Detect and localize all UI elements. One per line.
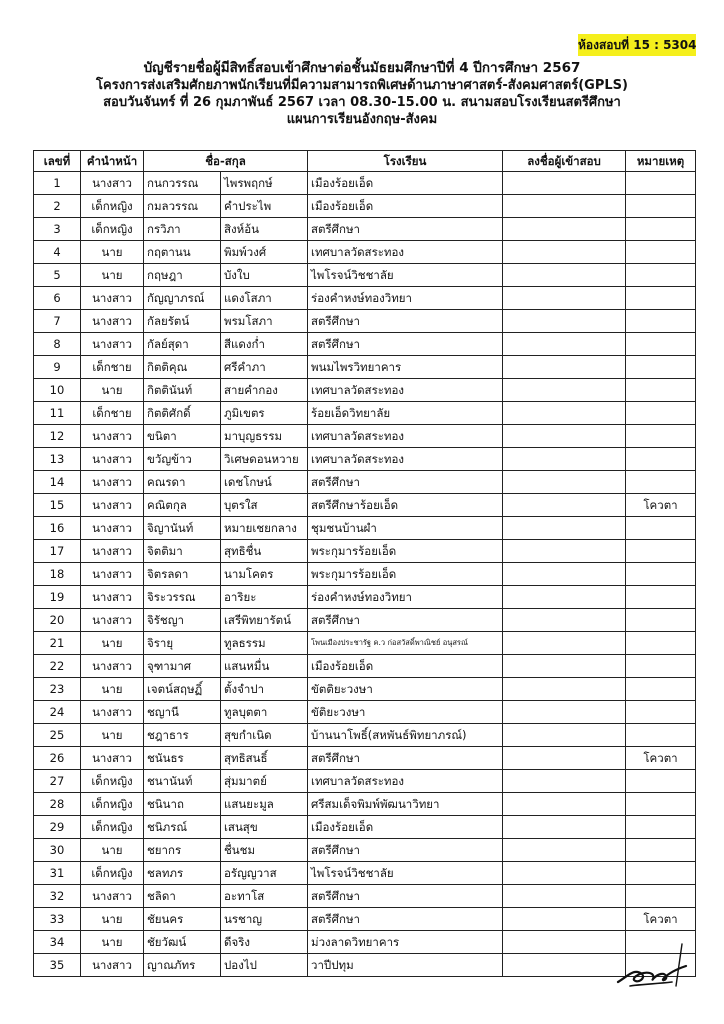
- row-school: ไพโรจน์วิชชาลัย: [308, 862, 503, 885]
- row-first-name: ชญานี: [144, 701, 221, 724]
- row-remark: โควตา: [626, 747, 696, 770]
- row-first-name: จิรายุ: [144, 632, 221, 655]
- row-signature-cell: [503, 678, 626, 701]
- row-title: เด็กชาย: [81, 356, 144, 379]
- row-first-name: จิระวรรณ: [144, 586, 221, 609]
- row-remark: [626, 241, 696, 264]
- row-school: สตรีศึกษา: [308, 839, 503, 862]
- row-first-name: คณิตกุล: [144, 494, 221, 517]
- row-remark: [626, 195, 696, 218]
- row-remark: [626, 701, 696, 724]
- row-remark: [626, 885, 696, 908]
- table-row: [34, 241, 696, 264]
- row-signature-cell: [503, 494, 626, 517]
- row-signature-cell: [503, 448, 626, 471]
- row-first-name: ชฎาธาร: [144, 724, 221, 747]
- row-number: 32: [34, 885, 81, 908]
- row-title: เด็กหญิง: [81, 218, 144, 241]
- row-first-name: ชนันธร: [144, 747, 221, 770]
- row-title: นาย: [81, 908, 144, 931]
- row-signature-cell: [503, 793, 626, 816]
- row-title: นางสาว: [81, 517, 144, 540]
- row-school: ม่วงลาดวิทยาคาร: [308, 931, 503, 954]
- row-title: เด็กหญิง: [81, 816, 144, 839]
- row-remark: [626, 517, 696, 540]
- row-signature-cell: [503, 931, 626, 954]
- row-last-name: สุทธิสนธิ์: [221, 747, 308, 770]
- row-last-name: นรชาญ: [221, 908, 308, 931]
- row-remark: [626, 425, 696, 448]
- row-title: นาย: [81, 678, 144, 701]
- row-remark: โควตา: [626, 494, 696, 517]
- row-remark: [626, 402, 696, 425]
- row-signature-cell: [503, 885, 626, 908]
- row-signature-cell: [503, 655, 626, 678]
- row-last-name: เดชโกษน์: [221, 471, 308, 494]
- row-first-name: จิรัชญา: [144, 609, 221, 632]
- document-heading: [0, 60, 724, 128]
- row-school: ร่องคำหงษ์ทองวิทยา: [308, 586, 503, 609]
- table-row: [34, 563, 696, 586]
- row-signature-cell: [503, 839, 626, 862]
- row-signature-cell: [503, 425, 626, 448]
- heading-line-program: แผนการเรียนอังกฤษ-สังคม: [286, 112, 438, 127]
- row-number: 5: [34, 264, 81, 287]
- row-first-name: จิตรลดา: [144, 563, 221, 586]
- row-remark: [626, 862, 696, 885]
- row-first-name: กัลยรัตน์: [144, 310, 221, 333]
- table-header-row: [34, 151, 696, 172]
- column-header-name: ชื่อ-สกุล: [144, 151, 308, 172]
- row-title: นางสาว: [81, 655, 144, 678]
- table-row: [34, 310, 696, 333]
- table-row: [34, 586, 696, 609]
- row-number: 2: [34, 195, 81, 218]
- row-signature-cell: [503, 586, 626, 609]
- row-first-name: จุฑามาศ: [144, 655, 221, 678]
- row-number: 29: [34, 816, 81, 839]
- row-first-name: กัญญาภรณ์: [144, 287, 221, 310]
- row-school: พนมไพรวิทยาคาร: [308, 356, 503, 379]
- row-title: นางสาว: [81, 310, 144, 333]
- row-number: 10: [34, 379, 81, 402]
- row-remark: [626, 172, 696, 195]
- row-signature-cell: [503, 471, 626, 494]
- row-remark: [626, 333, 696, 356]
- row-signature-cell: [503, 218, 626, 241]
- row-last-name: อรัญญวาส: [221, 862, 308, 885]
- table-row: [34, 770, 696, 793]
- table-row: [34, 172, 696, 195]
- row-last-name: มาบุญธรรม: [221, 425, 308, 448]
- signature-mark: [612, 938, 692, 994]
- row-first-name: กัลย์สุดา: [144, 333, 221, 356]
- table-row: [34, 908, 696, 931]
- row-title: นางสาว: [81, 586, 144, 609]
- column-header-signature: ลงชื่อผู้เข้าสอบ: [503, 151, 626, 172]
- row-signature-cell: [503, 356, 626, 379]
- row-last-name: สุขกำเนิด: [221, 724, 308, 747]
- row-first-name: กรวิภา: [144, 218, 221, 241]
- row-school: โพนเมืองประชารัฐ ค.ว ก่อสวัสดิ์พาณิชย์ อนุสรณ์: [308, 632, 503, 655]
- row-last-name: ไพรพฤกษ์: [221, 172, 308, 195]
- heading-line-title: บัญชีรายชื่อผู้มีสิทธิ์สอบเข้าศึกษาต่อชั้นมัธยมศึกษาปีที่ 4 ปีการศึกษา 2567: [143, 60, 581, 76]
- row-school: เทศบาลวัดสระทอง: [308, 448, 503, 471]
- row-school: สตรีศึกษา: [308, 609, 503, 632]
- row-last-name: แสนยะมูล: [221, 793, 308, 816]
- row-title: นางสาว: [81, 448, 144, 471]
- row-last-name: คำประไพ: [221, 195, 308, 218]
- row-remark: [626, 287, 696, 310]
- row-school: ไพโรจน์วิชชาลัย: [308, 264, 503, 287]
- row-school: เทศบาลวัดสระทอง: [308, 379, 503, 402]
- row-school: เมืองร้อยเอ็ด: [308, 655, 503, 678]
- row-number: 35: [34, 954, 81, 977]
- row-number: 9: [34, 356, 81, 379]
- row-signature-cell: [503, 264, 626, 287]
- table-row: [34, 517, 696, 540]
- row-last-name: วิเศษดอนหวาย: [221, 448, 308, 471]
- row-number: 13: [34, 448, 81, 471]
- row-number: 20: [34, 609, 81, 632]
- row-last-name: ทูลบุตตา: [221, 701, 308, 724]
- row-signature-cell: [503, 770, 626, 793]
- table-row: [34, 655, 696, 678]
- row-number: 34: [34, 931, 81, 954]
- row-first-name: กฤษฎา: [144, 264, 221, 287]
- row-school: เมืองร้อยเอ็ด: [308, 816, 503, 839]
- row-last-name: แดงโสภา: [221, 287, 308, 310]
- row-school: วาปีปทุม: [308, 954, 503, 977]
- row-school: บ้านนาโพธิ์(สหพันธ์พิทยาภรณ์): [308, 724, 503, 747]
- row-title: นางสาว: [81, 747, 144, 770]
- row-title: เด็กหญิง: [81, 195, 144, 218]
- row-last-name: ศรีคำภา: [221, 356, 308, 379]
- row-remark: [626, 609, 696, 632]
- row-school: สตรีศึกษา: [308, 310, 503, 333]
- table-row: [34, 793, 696, 816]
- row-school: สตรีศึกษา: [308, 333, 503, 356]
- table-row: [34, 218, 696, 241]
- row-number: 15: [34, 494, 81, 517]
- row-signature-cell: [503, 632, 626, 655]
- row-signature-cell: [503, 816, 626, 839]
- row-last-name: ปองไป: [221, 954, 308, 977]
- row-number: 18: [34, 563, 81, 586]
- row-number: 17: [34, 540, 81, 563]
- row-number: 26: [34, 747, 81, 770]
- row-signature-cell: [503, 563, 626, 586]
- row-last-name: อะทาโส: [221, 885, 308, 908]
- row-last-name: บุตรใส: [221, 494, 308, 517]
- row-title: เด็กชาย: [81, 402, 144, 425]
- row-first-name: กิตตินันท์: [144, 379, 221, 402]
- row-signature-cell: [503, 333, 626, 356]
- row-remark: [626, 724, 696, 747]
- row-school: พระกุมารร้อยเอ็ด: [308, 563, 503, 586]
- table-row: [34, 609, 696, 632]
- row-remark: [626, 655, 696, 678]
- row-title: นางสาว: [81, 885, 144, 908]
- row-number: 27: [34, 770, 81, 793]
- row-first-name: กฤตานน: [144, 241, 221, 264]
- row-school: ร่องคำหงษ์ทองวิทยา: [308, 287, 503, 310]
- row-title: นางสาว: [81, 471, 144, 494]
- row-last-name: ชื่นชม: [221, 839, 308, 862]
- row-signature-cell: [503, 540, 626, 563]
- row-title: นางสาว: [81, 494, 144, 517]
- row-signature-cell: [503, 195, 626, 218]
- row-number: 7: [34, 310, 81, 333]
- row-title: นาย: [81, 379, 144, 402]
- row-first-name: ชลิดา: [144, 885, 221, 908]
- heading-line-project: โครงการส่งเสริมศักยภาพนักเรียนที่มีความสามารถพิเศษด้านภาษาศาสตร์-สังคมศาสตร์(GPLS): [96, 78, 628, 93]
- row-last-name: ตั้งจำปา: [221, 678, 308, 701]
- table-row: [34, 448, 696, 471]
- row-remark: [626, 839, 696, 862]
- row-last-name: สุทธิชื่น: [221, 540, 308, 563]
- column-header-remark: หมายเหตุ: [626, 151, 696, 172]
- row-school: ขัติยะวงษา: [308, 701, 503, 724]
- row-remark: [626, 816, 696, 839]
- table-row: [34, 724, 696, 747]
- row-signature-cell: [503, 862, 626, 885]
- row-last-name: พิมพ์วงศ์: [221, 241, 308, 264]
- table-row: [34, 747, 696, 770]
- row-number: 30: [34, 839, 81, 862]
- row-number: 25: [34, 724, 81, 747]
- row-first-name: ขวัญข้าว: [144, 448, 221, 471]
- row-first-name: จิตติมา: [144, 540, 221, 563]
- row-last-name: เสรีพิทยารัตน์: [221, 609, 308, 632]
- row-signature-cell: [503, 609, 626, 632]
- row-number: 33: [34, 908, 81, 931]
- row-school: สตรีศึกษา: [308, 885, 503, 908]
- row-signature-cell: [503, 402, 626, 425]
- table-row: [34, 333, 696, 356]
- row-title: นาย: [81, 931, 144, 954]
- row-last-name: สิงห์อ้น: [221, 218, 308, 241]
- row-school: สตรีศึกษา: [308, 218, 503, 241]
- row-first-name: เจตน์สฤษฏิ์: [144, 678, 221, 701]
- table-row: [34, 195, 696, 218]
- row-signature-cell: [503, 310, 626, 333]
- table-row: [34, 816, 696, 839]
- row-signature-cell: [503, 379, 626, 402]
- table-row: [34, 540, 696, 563]
- row-remark: [626, 218, 696, 241]
- row-first-name: ชลทภร: [144, 862, 221, 885]
- row-remark: [626, 793, 696, 816]
- row-remark: [626, 770, 696, 793]
- row-school: ศรีสมเด็จพิมพ์พัฒนาวิทยา: [308, 793, 503, 816]
- row-title: นาย: [81, 632, 144, 655]
- row-number: 6: [34, 287, 81, 310]
- row-last-name: แสนหมื่น: [221, 655, 308, 678]
- row-last-name: สายคำกอง: [221, 379, 308, 402]
- row-signature-cell: [503, 954, 626, 977]
- row-title: นางสาว: [81, 172, 144, 195]
- row-first-name: ชัยวัฒน์: [144, 931, 221, 954]
- row-remark: [626, 678, 696, 701]
- heading-line-schedule: สอบวันจันทร์ ที่ 26 กุมภาพันธ์ 2567 เวลา 08.30-15.00 น. สนามสอบโรงเรียนสตรีศึกษา: [103, 95, 621, 110]
- row-title: นางสาว: [81, 954, 144, 977]
- column-header-school: โรงเรียน: [308, 151, 503, 172]
- row-remark: [626, 356, 696, 379]
- row-school: สตรีศึกษา: [308, 471, 503, 494]
- row-signature-cell: [503, 287, 626, 310]
- row-signature-cell: [503, 241, 626, 264]
- row-last-name: ดีจริง: [221, 931, 308, 954]
- row-first-name: ขนิตา: [144, 425, 221, 448]
- table-row: [34, 839, 696, 862]
- table-row: [34, 356, 696, 379]
- row-signature-cell: [503, 724, 626, 747]
- row-number: 1: [34, 172, 81, 195]
- row-remark: [626, 632, 696, 655]
- row-first-name: ชนานันท์: [144, 770, 221, 793]
- row-last-name: ภูมิเขตร: [221, 402, 308, 425]
- row-title: นางสาว: [81, 540, 144, 563]
- row-first-name: กิตติคุณ: [144, 356, 221, 379]
- row-school: สตรีศึกษา: [308, 747, 503, 770]
- row-school: พระกุมารร้อยเอ็ด: [308, 540, 503, 563]
- row-school: เมืองร้อยเอ็ด: [308, 195, 503, 218]
- column-header-title: คำนำหน้า: [81, 151, 144, 172]
- table-row: [34, 287, 696, 310]
- row-number: 21: [34, 632, 81, 655]
- row-school: ชุมชนบ้านผำ: [308, 517, 503, 540]
- row-last-name: สีแดงก่ำ: [221, 333, 308, 356]
- row-title: นาย: [81, 264, 144, 287]
- row-number: 12: [34, 425, 81, 448]
- row-last-name: บังใบ: [221, 264, 308, 287]
- table-row: [34, 471, 696, 494]
- row-title: นาย: [81, 724, 144, 747]
- row-signature-cell: [503, 517, 626, 540]
- table-row: [34, 954, 696, 977]
- row-remark: [626, 540, 696, 563]
- row-school: สตรีศึกษาร้อยเอ็ด: [308, 494, 503, 517]
- table-row: [34, 264, 696, 287]
- row-school: ร้อยเอ็ดวิทยาลัย: [308, 402, 503, 425]
- table-row: [34, 632, 696, 655]
- row-number: 14: [34, 471, 81, 494]
- row-signature-cell: [503, 172, 626, 195]
- row-title: นางสาว: [81, 287, 144, 310]
- row-school: เทศบาลวัดสระทอง: [308, 425, 503, 448]
- row-school: เทศบาลวัดสระทอง: [308, 241, 503, 264]
- row-last-name: นามโคตร: [221, 563, 308, 586]
- row-school: สตรีศึกษา: [308, 908, 503, 931]
- row-number: 4: [34, 241, 81, 264]
- row-number: 22: [34, 655, 81, 678]
- row-first-name: กิตติศักดิ์: [144, 402, 221, 425]
- row-title: เด็กหญิง: [81, 862, 144, 885]
- row-first-name: ชัยนคร: [144, 908, 221, 931]
- row-last-name: เสนสุข: [221, 816, 308, 839]
- row-last-name: พรมโสภา: [221, 310, 308, 333]
- row-remark: [626, 563, 696, 586]
- table-row: [34, 931, 696, 954]
- row-number: 19: [34, 586, 81, 609]
- table-row: [34, 678, 696, 701]
- row-remark: [626, 379, 696, 402]
- row-number: 31: [34, 862, 81, 885]
- table-row: [34, 425, 696, 448]
- row-last-name: อาริยะ: [221, 586, 308, 609]
- table-row: [34, 862, 696, 885]
- row-last-name: สุ่มมาตย์: [221, 770, 308, 793]
- row-signature-cell: [503, 908, 626, 931]
- table-row: [34, 402, 696, 425]
- row-title: เด็กหญิง: [81, 793, 144, 816]
- row-remark: [626, 586, 696, 609]
- table-row: [34, 379, 696, 402]
- row-first-name: กมลวรรณ: [144, 195, 221, 218]
- row-remark: โควตา: [626, 908, 696, 931]
- row-number: 28: [34, 793, 81, 816]
- row-school: เมืองร้อยเอ็ด: [308, 172, 503, 195]
- column-header-no: เลขที่: [34, 151, 81, 172]
- row-first-name: จิญานันท์: [144, 517, 221, 540]
- row-last-name: ทูลธรรม: [221, 632, 308, 655]
- row-number: 16: [34, 517, 81, 540]
- row-remark: [626, 264, 696, 287]
- candidate-table: [33, 150, 696, 977]
- table-row: [34, 494, 696, 517]
- row-signature-cell: [503, 747, 626, 770]
- row-first-name: ญาณภัทร: [144, 954, 221, 977]
- table-row: [34, 701, 696, 724]
- row-number: 23: [34, 678, 81, 701]
- row-remark: [626, 310, 696, 333]
- row-title: นางสาว: [81, 333, 144, 356]
- row-title: นาย: [81, 241, 144, 264]
- exam-room-badge: ห้องสอบที่ 15 : 5304: [578, 34, 696, 56]
- row-number: 3: [34, 218, 81, 241]
- row-title: นางสาว: [81, 563, 144, 586]
- row-title: นางสาว: [81, 609, 144, 632]
- row-first-name: ชยากร: [144, 839, 221, 862]
- row-school: ขัตติยะวงษา: [308, 678, 503, 701]
- row-title: นาย: [81, 839, 144, 862]
- row-number: 24: [34, 701, 81, 724]
- row-number: 8: [34, 333, 81, 356]
- row-first-name: ชนิภรณ์: [144, 816, 221, 839]
- row-school: เทศบาลวัดสระทอง: [308, 770, 503, 793]
- row-title: เด็กหญิง: [81, 770, 144, 793]
- row-first-name: กนกวรรณ: [144, 172, 221, 195]
- row-title: นางสาว: [81, 701, 144, 724]
- table-body: [34, 172, 696, 977]
- row-remark: [626, 448, 696, 471]
- row-number: 11: [34, 402, 81, 425]
- table-row: [34, 885, 696, 908]
- row-last-name: หมายเชยกลาง: [221, 517, 308, 540]
- row-first-name: ชนินาถ: [144, 793, 221, 816]
- row-remark: [626, 471, 696, 494]
- row-first-name: คณรดา: [144, 471, 221, 494]
- row-signature-cell: [503, 701, 626, 724]
- row-title: นางสาว: [81, 425, 144, 448]
